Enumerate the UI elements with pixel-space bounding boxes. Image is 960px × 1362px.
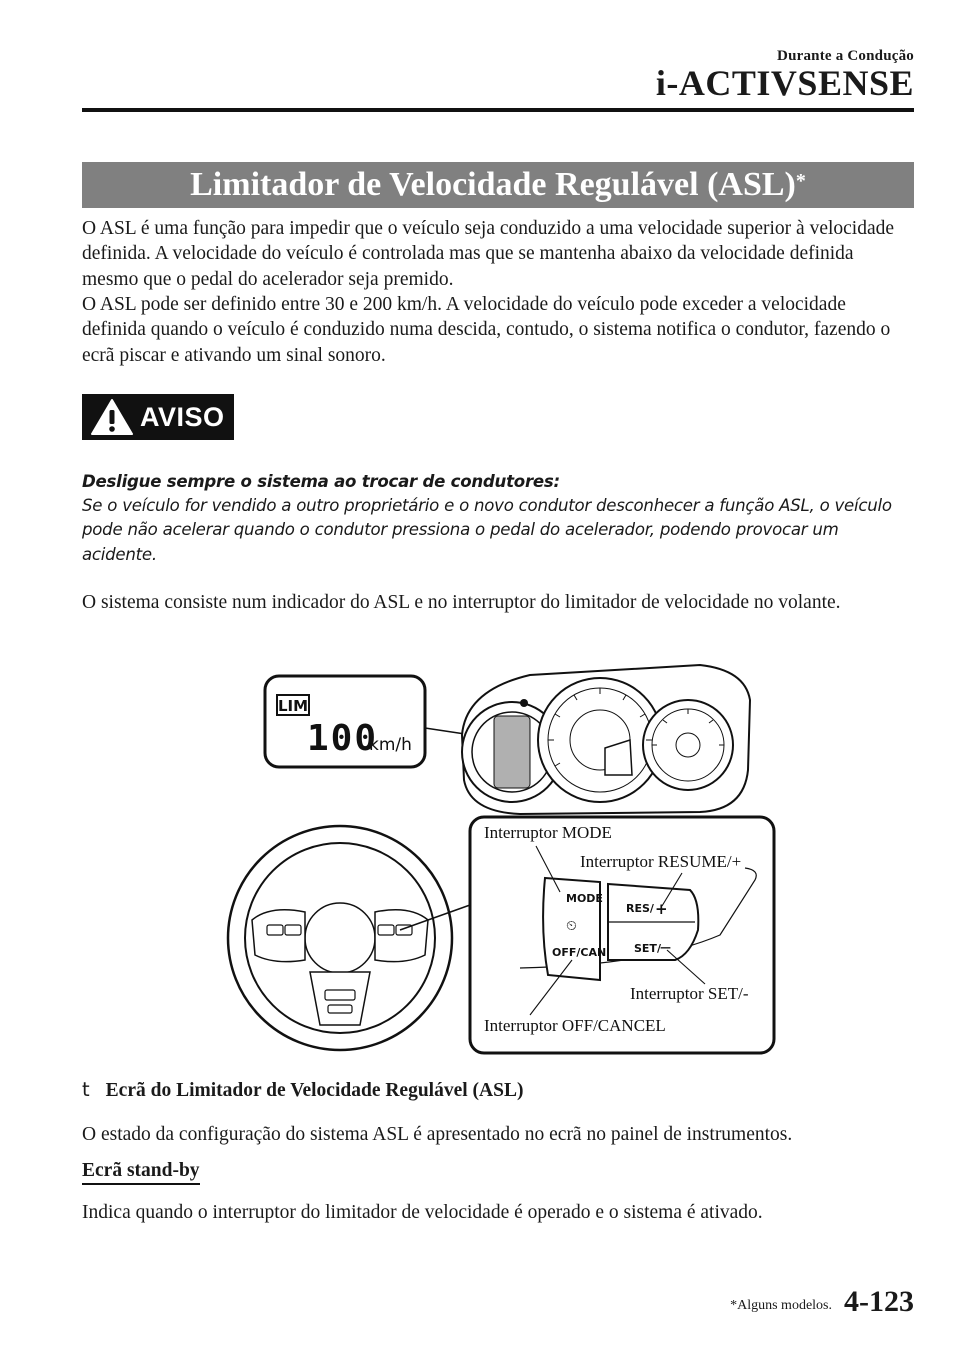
mode-switch-label: Interruptor MODE — [484, 823, 612, 842]
set-speed-value: 100 — [307, 718, 379, 759]
intro-paragraph-1: O ASL é uma função para impedir que o veículo seja conduzido a uma velocidade superior à velocidade definida. A velocidade do veículo é controlada mas que se mantenha abaixo da velocidade definida mesmo que o pedal do acelerador seja premido. — [82, 218, 895, 290]
footnote: *Alguns modelos. — [730, 1298, 832, 1313]
section-description: O estado da configuração do sistema ASL é apresentado no ecrã no painel de instrumentos. — [82, 1124, 793, 1145]
speed-unit: km/h — [369, 735, 412, 755]
res-button-text: RES/ — [626, 902, 654, 915]
section-heading — [82, 1078, 523, 1102]
subsection-description: Indica quando o interruptor do limitador de velocidade é operado e o sistema é ativado. — [82, 1202, 763, 1223]
header-section-label: Durante a Condução — [777, 48, 914, 64]
asl-display-callout — [265, 676, 425, 767]
set-switch-label: Interruptor SET/- — [630, 984, 749, 1003]
page-title: Limitador de Velocidade Regulável (ASL) — [190, 166, 796, 203]
page-number: 4-123 — [844, 1285, 914, 1318]
set-minus-text: — — [660, 941, 671, 954]
instrument-cluster — [462, 665, 750, 814]
intro-paragraph-2: O ASL pode ser definido entre 30 e 200 km/h. A velocidade do veículo pode exceder a velocidade definida quando o veículo é conduzido numa descida, contudo, o sistema notifica o condutor, fazendo o ecrã piscar e ativando um sinal sonoro. — [82, 294, 891, 366]
warning-title: Desligue sempre o sistema ao trocar de condutores: — [82, 472, 560, 491]
subsection-heading: Ecrã stand-by — [82, 1160, 200, 1185]
system-description: O sistema consiste num indicador do ASL e no interruptor do limitador de velocidade no volante. — [82, 592, 841, 613]
mode-icon-glyph: ⏲ — [566, 918, 577, 934]
warning-body: Se o veículo for vendido a outro proprietário e o novo condutor desconhecer a função ASL, o veículo pode não acelerar quando o condutor pressiona o pedal do acelerador, podendo provocar um acidente. — [82, 496, 892, 564]
res-plus-text: + — [655, 900, 668, 918]
header-chapter-title: i-ACTIVSENSE — [655, 63, 914, 103]
resume-switch-label: Interruptor RESUME/+ — [580, 852, 742, 871]
warning-label: AVISO — [140, 401, 225, 432]
offcancel-switch-label: Interruptor OFF/CANCEL — [484, 1016, 666, 1035]
offcan-button-text: OFF/CAN — [552, 946, 607, 959]
section-heading-text: Ecrã do Limitador de Velocidade Regulável (ASL) — [105, 1080, 524, 1101]
set-button-text: SET/ — [634, 942, 661, 955]
switch-callout — [470, 817, 774, 1053]
lim-indicator: LIM — [277, 697, 309, 715]
mode-button-text: MODE — [566, 892, 603, 905]
steering-wheel — [228, 826, 452, 1050]
title-marker: * — [795, 169, 806, 192]
section-bullet: t — [82, 1078, 90, 1101]
